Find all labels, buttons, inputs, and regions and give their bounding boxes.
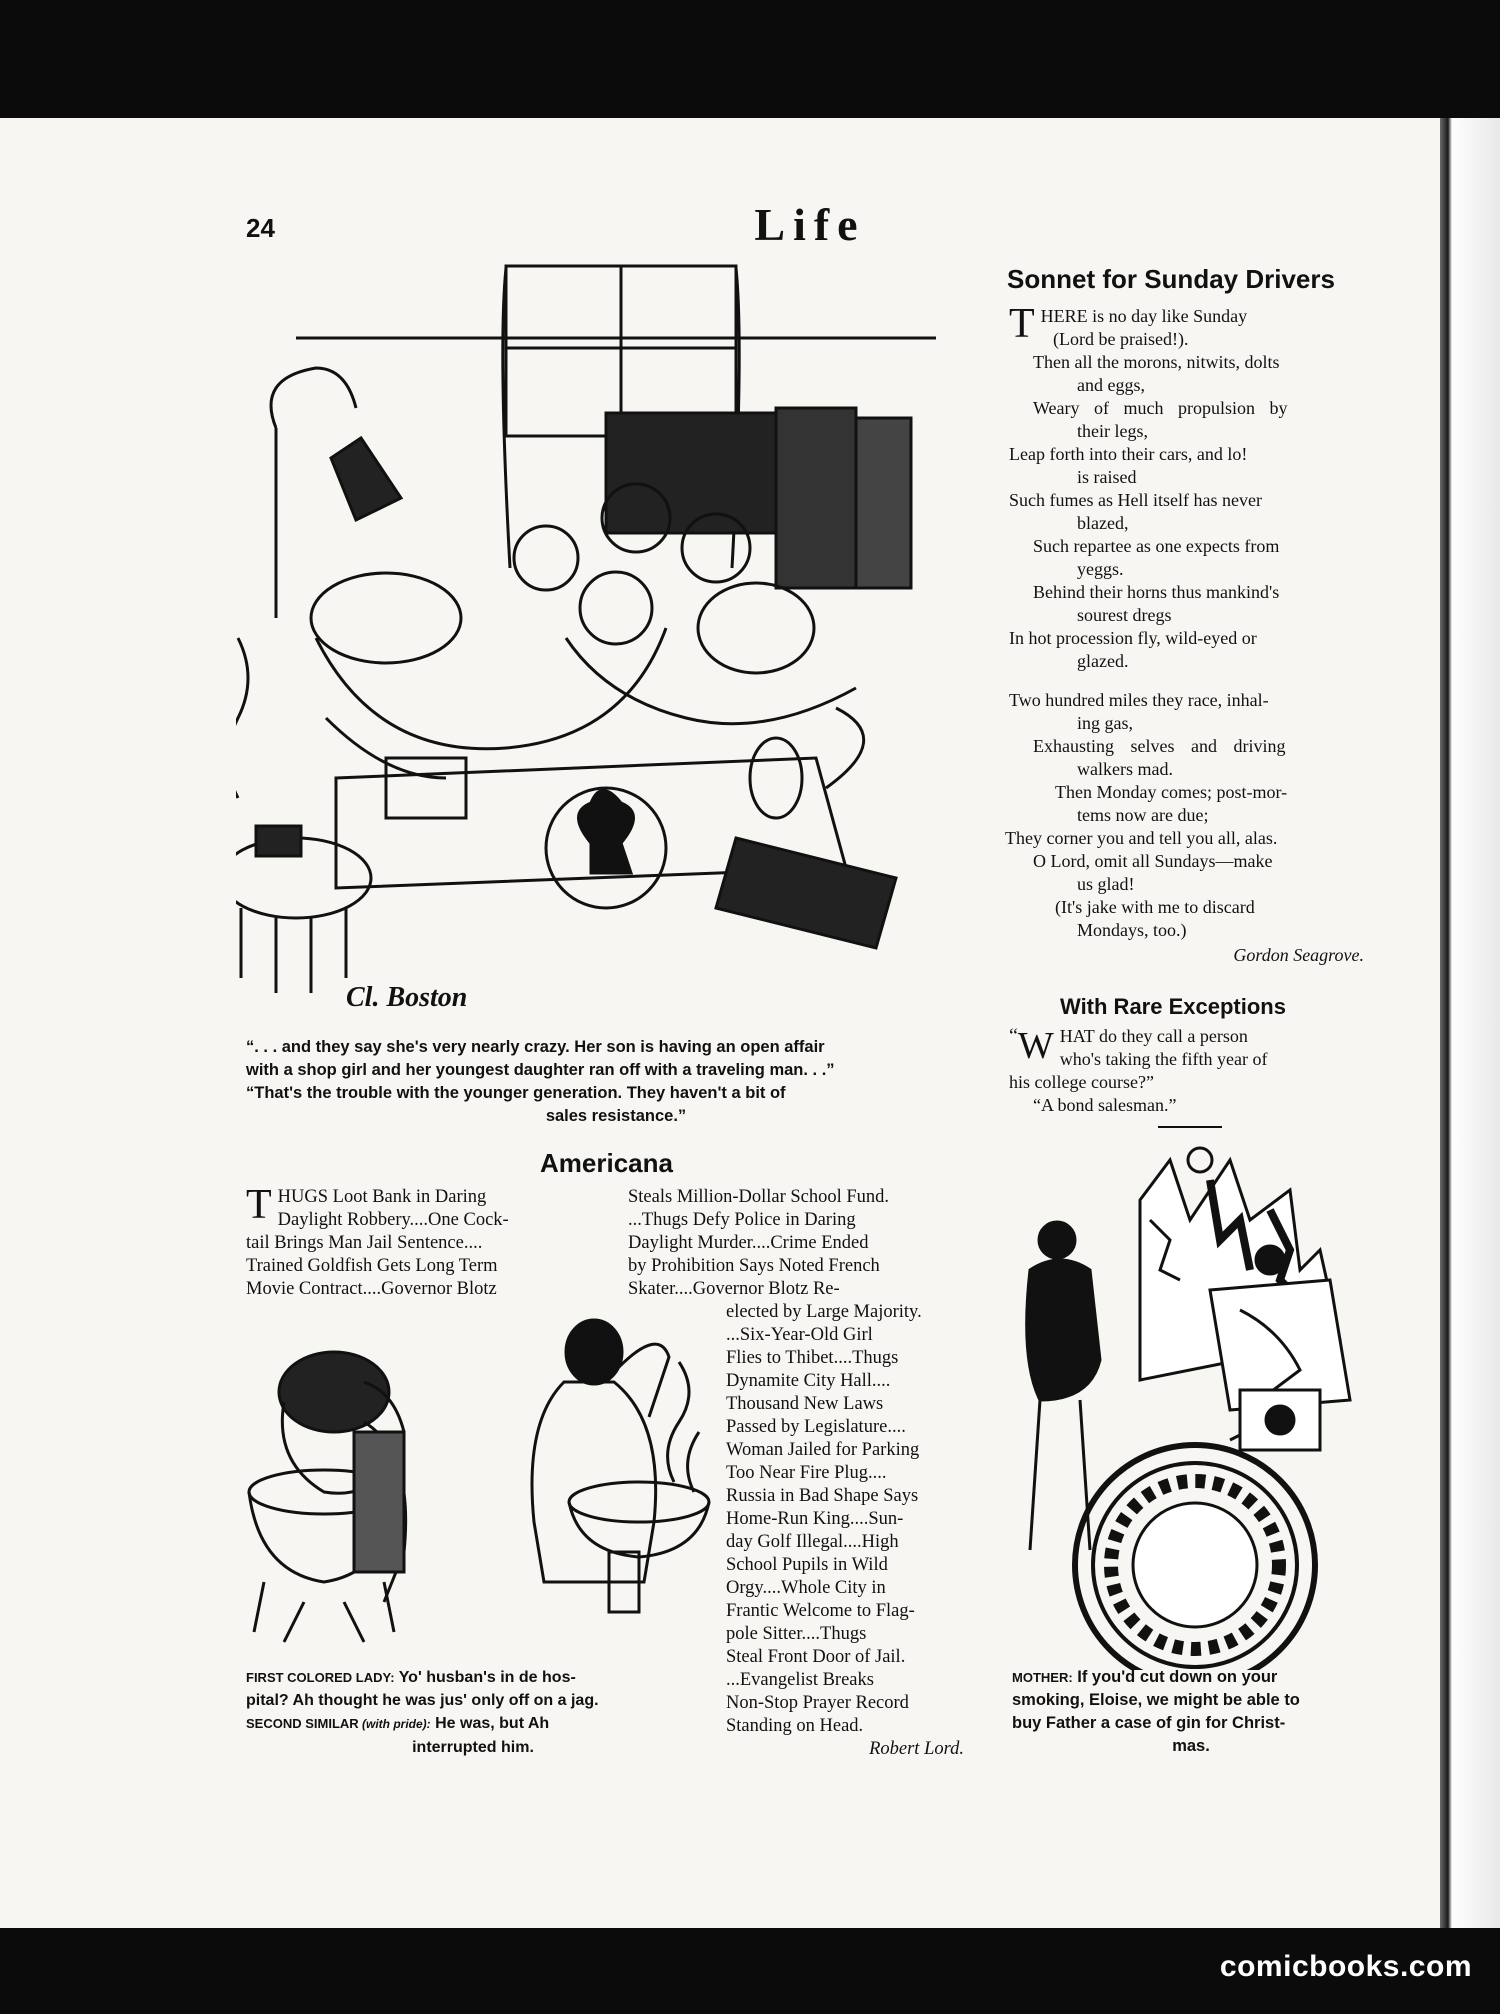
caption-line [246,1666,700,1689]
poem-line: Weary of much propulsion by [1033,398,1288,418]
poem-line: Then Monday comes; post-mor- [1055,782,1288,802]
poem-line: Then all the morons, nitwits, dolts [1033,352,1280,372]
caption-note: (with pride): [358,1717,431,1731]
americana-line: Standing on Head. [726,1716,864,1736]
poem-line: their legs, [1077,421,1148,441]
rare-exceptions-dropcap: W [1017,1025,1054,1067]
caption-line: with a shop girl and her youngest daughter ran off with a traveling man. . .” [246,1061,835,1079]
americana-line: Frantic Welcome to Flag- [726,1601,915,1621]
americana-line: Passed by Legislature.... [726,1417,906,1437]
americana-line: Skater....Governor Blotz Re- [628,1279,840,1299]
sonnet-body [1005,301,1364,967]
poem-line: They corner you and tell you all, alas. [1005,828,1278,848]
washtub-caption [246,1666,700,1759]
watermark: comicbooks.com [1219,1950,1472,1983]
americana-line: elected by Large Majority. [726,1302,922,1322]
poem-line: is raised [1077,467,1137,487]
americana-line: HUGS Loot Bank in Daring [277,1187,487,1207]
poem-line: sourest dregs [1077,605,1172,625]
americana-line: tail Brings Man Jail Sentence.... [246,1233,483,1253]
masthead: Life [754,199,866,250]
americana-line: Trained Goldfish Gets Long Term [246,1256,498,1276]
art-deco-illustration [1010,1140,1380,1670]
poem-line: “A bond salesman.” [1033,1095,1177,1115]
caption-line: sales resistance.” [545,1107,687,1125]
caption-line [1012,1666,1370,1689]
americana-line: Home-Run King....Sun- [726,1509,904,1529]
caption-text: buy Father a case of gin for Christ- [1012,1714,1286,1732]
poem-line: Behind their horns thus mankind's [1033,582,1280,602]
americana-line: Daylight Robbery....One Cock- [277,1210,509,1230]
caption-line [246,1689,700,1712]
caption-speaker: MOTHER: [1012,1670,1073,1685]
art-deco-caption [1012,1666,1370,1758]
poem-line: Exhausting selves and driving [1033,736,1286,756]
caption-text: mas. [1172,1737,1210,1755]
americana-line: Non-Stop Prayer Record [726,1693,909,1713]
caption-line [1012,1712,1370,1735]
americana-line: Orgy....Whole City in [726,1578,886,1598]
page-number: 24 [246,213,275,243]
americana-line: Woman Jailed for Parking [726,1440,920,1460]
americana-author: Robert Lord. [869,1739,964,1759]
poem-line: (Lord be praised!). [1053,329,1189,349]
caption-text: pital? Ah thought he was jus' only off on a jag. [246,1692,599,1709]
americana-line: day Golf Illegal....High [726,1532,899,1552]
poem-line: HERE is no day like Sunday [1040,306,1248,326]
caption-line [1012,1689,1370,1712]
caption-text: He was, but Ah [430,1715,550,1732]
poem-line: Two hundred miles they race, inhal- [1009,690,1269,710]
sonnet-title: Sonnet for Sunday Drivers [1007,264,1335,294]
americana-line: Steal Front Door of Jail. [726,1647,906,1667]
caption-text: Yo' husban's in de hos- [394,1669,576,1686]
americana-col1 [246,1182,600,1301]
americana-line: Dynamite City Hall.... [726,1371,891,1391]
poem-line: O Lord, omit all Sundays—make [1033,851,1273,871]
scan-top-border [0,0,1500,118]
americana-dropcap: T [246,1182,272,1228]
americana-line: Movie Contract....Governor Blotz [246,1279,497,1299]
americana-line: Steals Million-Dollar School Fund. [628,1187,890,1207]
poem-line: ing gas, [1077,713,1133,733]
americana-line: Too Near Fire Plug.... [726,1463,887,1483]
caption-speaker: SECOND SIMILAR [246,1716,359,1731]
poem-line: Such repartee as one expects from [1033,536,1280,556]
poem-line: Such fumes as Hell itself has never [1009,490,1262,510]
americana-line: ...Thugs Defy Police in Daring [628,1210,856,1230]
poem-line: us glad! [1077,874,1135,894]
caption-text: interrupted him. [412,1739,534,1756]
americana-col2-narrow [726,1301,984,1761]
americana-line: by Prohibition Says Noted French [628,1256,880,1276]
americana-line: Thousand New Laws [726,1394,884,1414]
poem-line: blazed, [1077,513,1129,533]
americana-line: ...Six-Year-Old Girl [726,1325,873,1345]
americana-line: Daylight Murder....Crime Ended [628,1233,869,1253]
rare-exceptions-title: With Rare Exceptions [1060,994,1286,1019]
americana-line: ...Evangelist Breaks [726,1670,874,1690]
caption-line [1012,1735,1370,1758]
poem-line: who's taking the fifth year of [1059,1049,1268,1069]
americana-line: Flies to Thibet....Thugs [726,1348,899,1368]
caption-line: “. . . and they say she's very nearly crazy. Her son is having an open affair [246,1038,825,1056]
poem-line: yeggs. [1077,559,1124,579]
cartoon-caption [246,1036,986,1128]
open-quote: “ [1009,1025,1018,1047]
poem-line: Leap forth into their cars, and lo! [1009,444,1248,464]
sonnet-dropcap: T [1009,301,1035,347]
caption-speaker: FIRST COLORED LADY: [246,1670,395,1685]
americana-line: Russia in Bad Shape Says [726,1486,919,1506]
rare-exceptions-body [1009,1025,1364,1117]
poem-line: tems now are due; [1077,805,1209,825]
poem-line: Mondays, too.) [1077,920,1187,940]
poem-line: his college course?” [1009,1072,1154,1092]
caption-line: “That's the trouble with the younger generation. They haven't a bit of [246,1084,786,1102]
caption-text: smoking, Eloise, we might be able to [1012,1691,1300,1709]
poem-author: Gordon Seagrove. [1233,945,1364,965]
poem-line: walkers mad. [1077,759,1173,779]
page-edge [1440,118,1500,1928]
americana-title: Americana [540,1148,673,1178]
americana-line: School Pupils in Wild [726,1555,888,1575]
cartoon-signature: Cl. Boston [346,982,468,1013]
poem-line: HAT do they call a person [1059,1026,1248,1046]
bridge-party-illustration [236,258,996,1048]
washtub-illustration [244,1312,714,1652]
poem-line: (It's jake with me to discard [1055,897,1255,917]
poem-line: and eggs, [1077,375,1145,395]
poem-line: glazed. [1077,651,1129,671]
caption-text: If you'd cut down on your [1072,1668,1278,1686]
divider-rule [1158,1126,1222,1128]
americana-col2-top [628,1186,984,1301]
caption-line [246,1736,700,1759]
americana-line: pole Sitter....Thugs [726,1624,867,1644]
poem-line: In hot procession fly, wild-eyed or [1009,628,1257,648]
caption-line [246,1712,700,1736]
